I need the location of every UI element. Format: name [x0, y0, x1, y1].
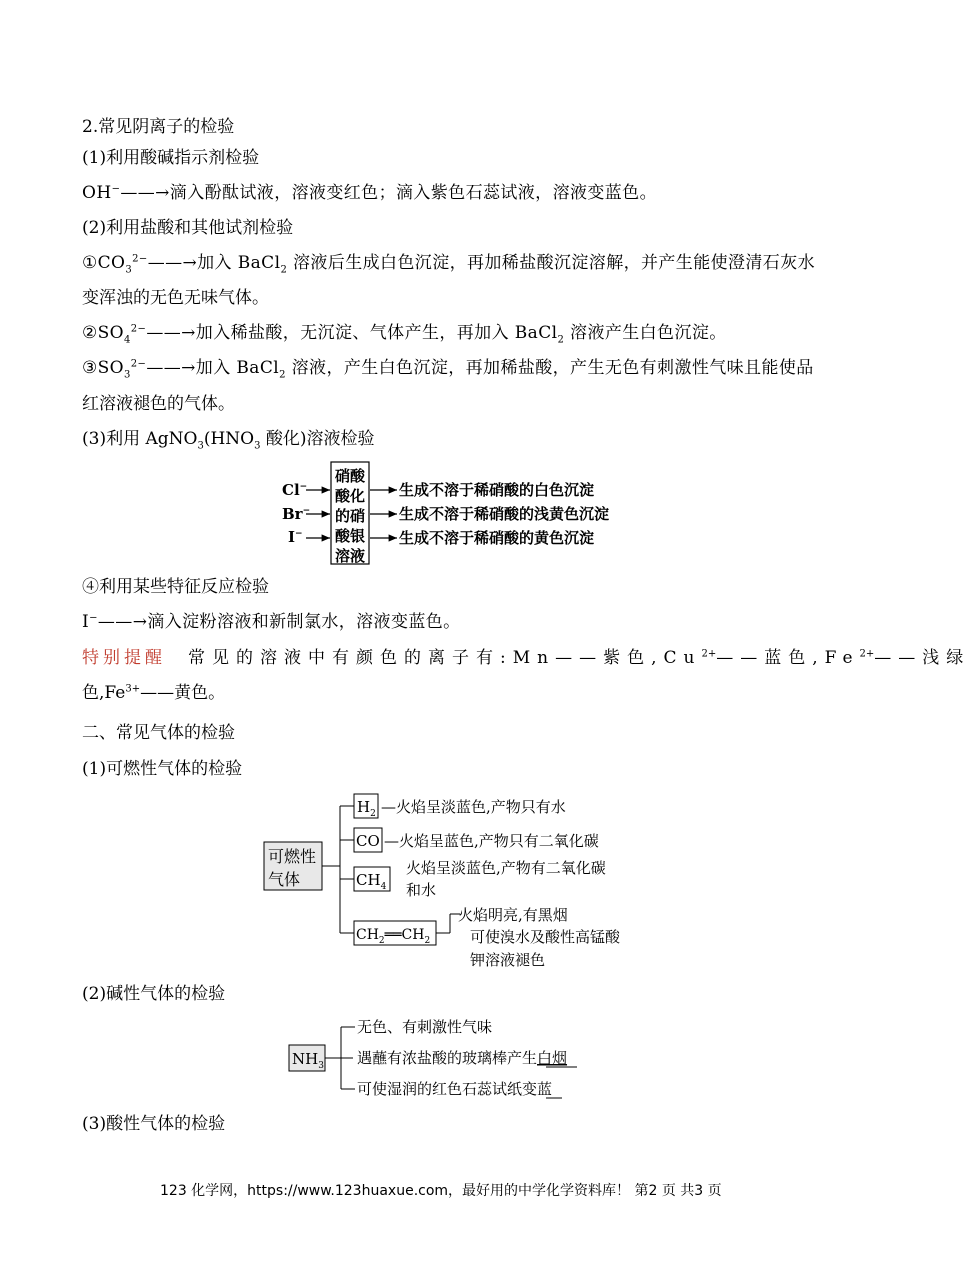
gas-c2h4: $CH_2══CH_2$ — [356, 927, 431, 946]
gas-co: CO — [356, 832, 380, 850]
co3-test-line: $①CO_3^{2-}——\to$加入 BaCl$_2$ 溶液后生成白色沉淀，再加稀盐酸沉淀溶解，并产生能使澄清石灰水 — [82, 253, 816, 276]
iodide-test-line: I−——→滴入淀粉溶液和新制氯水，溶液变蓝色。 — [82, 612, 461, 632]
nh3-prop: 可使湿润的红色石蕊试纸变蓝 — [357, 1080, 553, 1098]
ion-br: Br− — [282, 505, 311, 523]
tip-line-cont: 色$,Fe^{3+}——$黄色。 — [82, 683, 226, 703]
ion-i: I− — [288, 528, 303, 546]
tip-line: 特别提醒 常见的溶液中有颜色的离子有:Mn——紫色$,Cu^{2+}——$蓝色$,Fe^{2+}——$浅绿 — [82, 648, 970, 668]
desc-co: —火焰呈蓝色,产物只有二氧化碳 — [384, 832, 599, 850]
root-label: 可燃性 — [268, 847, 317, 866]
page-footer: 123 化学网，https://www.123huaxue.com，最好用的中学化学资料库！ 第2 页 共3 页 — [160, 1183, 722, 1199]
subsection-hcl: (2)利用盐酸和其他试剂检验 — [82, 218, 294, 238]
reagent-box-line: 溶液 — [334, 547, 366, 565]
subsection-agno3: (3)利用 $AgNO_3(HNO_3$ 酸化)溶液检验 — [82, 429, 375, 452]
reagent-box-line: 酸银 — [334, 527, 366, 545]
gas-nh3: $NH_3$ — [292, 1050, 324, 1071]
agno3-diagram — [270, 458, 630, 568]
gas-ch4: $CH_4$ — [356, 871, 387, 892]
section-title-anion-test: 2.常见阴离子的检验 — [82, 117, 235, 137]
tip-label: 特别提醒 — [82, 648, 166, 668]
so3-test-line-cont: 红溶液褪色的气体。 — [82, 394, 235, 414]
result-i: 生成不溶于稀硝酸的黄色沉淀 — [399, 529, 595, 547]
desc-h2: —火焰呈淡蓝色,产物只有水 — [381, 798, 566, 816]
desc-ch4: 火焰呈淡蓝色,产物有二氧化碳 — [406, 859, 606, 877]
subsection-indicator: (1)利用酸碱指示剂检验 — [82, 148, 260, 168]
nh3-diagram — [285, 1012, 605, 1107]
gas-h2: $H_2$ — [357, 798, 376, 819]
nh3-prop: 遇蘸有浓盐酸的玻璃棒产生白烟 — [357, 1049, 568, 1067]
desc-c2h4-line: 钾溶液褪色 — [470, 951, 546, 969]
so3-test-line: $③SO_3^{2-}——\to$加入 BaCl$_2$ 溶液，产生白色沉淀，再加稀盐酸，产生无色有刺激性气味且能使品 — [82, 358, 814, 381]
nh3-prop: 无色、有刺激性气味 — [357, 1018, 493, 1036]
desc-ch4-cont: 和水 — [406, 881, 437, 899]
combustible-gas-diagram — [260, 790, 660, 975]
reagent-box-line: 硝酸 — [334, 467, 366, 485]
subsection-combustible: (1)可燃性气体的检验 — [82, 759, 243, 779]
oh-test-line: OH−——→滴入酚酞试液，溶液变红色；滴入紫色石蕊试液，溶液变蓝色。 — [82, 183, 657, 203]
subsection-characteristic: ④利用某些特征反应检验 — [82, 577, 269, 597]
result-cl: 生成不溶于稀硝酸的白色沉淀 — [399, 481, 595, 499]
section-title-gas-test: 二、常见气体的检验 — [82, 723, 235, 743]
root-label: 气体 — [268, 870, 301, 889]
result-br: 生成不溶于稀硝酸的浅黄色沉淀 — [399, 505, 610, 523]
subsection-basic: (2)碱性气体的检验 — [82, 984, 226, 1004]
desc-c2h4-line: 火焰明亮,有黑烟 — [458, 906, 568, 924]
ion-cl: Cl− — [282, 481, 308, 499]
so4-test-line: $②SO_4^{2-}——\to$加入稀盐酸，无沉淀、气体产生，再加入 BaCl$_2$ 溶液产生白色沉淀。 — [82, 323, 727, 346]
subsection-acidic: (3)酸性气体的检验 — [82, 1114, 226, 1134]
desc-c2h4-line: 可使溴水及酸性高锰酸 — [470, 928, 621, 946]
reagent-box-line: 的硝 — [334, 507, 366, 525]
reagent-box-line: 酸化 — [334, 487, 366, 505]
co3-test-line-cont: 变浑浊的无色无味气体。 — [82, 288, 269, 308]
